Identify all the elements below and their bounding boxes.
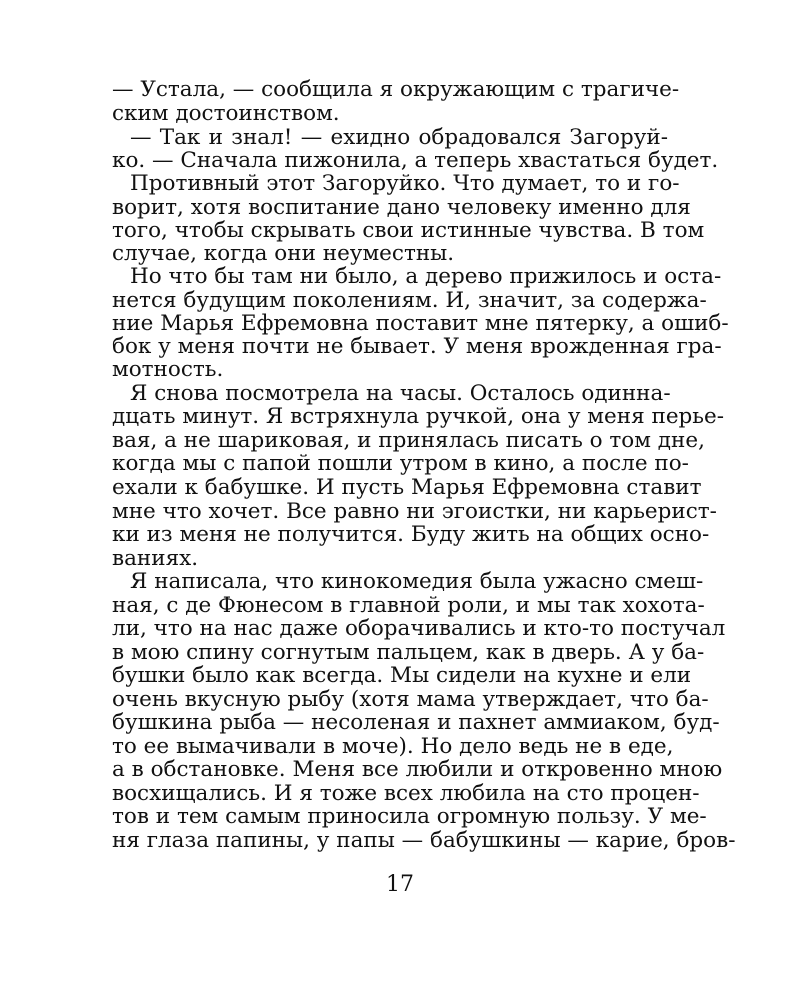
text-line: ским достоинством. bbox=[112, 101, 340, 127]
text-line: вая, а не шариковая, и принялась писать о том дне, bbox=[112, 427, 705, 453]
text-line: Противный этот Загоруйко. Что думает, то и го- bbox=[130, 171, 680, 196]
text-line: ня глаза папины, у папы — бабушкины — карие, бров- bbox=[112, 827, 736, 853]
text-line: ехали к бабушке. И пусть Марья Ефремовна ставит bbox=[112, 474, 702, 500]
text-line: Я написала, что кинокомедия была ужасно смеш- bbox=[130, 569, 704, 595]
text-line: ки из меня не получится. Буду жить на общих осно- bbox=[112, 522, 710, 548]
text-line: ная, с де Фюнесом в главной роли, и мы так хохота- bbox=[112, 592, 705, 618]
text-line: тов и тем самым приносила огромную пользу. У ме- bbox=[112, 804, 707, 830]
text-line: когда мы с папой пошли утром в кино, а после по- bbox=[112, 451, 689, 477]
text-line: восхищались. И я тоже всех любила на сто процен- bbox=[112, 780, 700, 806]
text-line: очень вкусную рыбу (хотя мама утверждает, что ба- bbox=[112, 686, 709, 712]
text-line: ние Марья Ефремовна поставит мне пятерку, а ошиб- bbox=[112, 311, 729, 337]
text-line: бок у меня почти не бывает. У меня врожденная гра- bbox=[112, 333, 722, 359]
text-line: Я снова посмотрела на часы. Осталось одинна- bbox=[130, 380, 671, 406]
page-number: 17 bbox=[386, 872, 414, 897]
text-line: ко. — Сначала пижонила, а теперь хвастаться будет. bbox=[112, 148, 719, 174]
text-line: а в обстановке. Меня все любили и откровенно мною bbox=[112, 757, 723, 783]
text-line: бушкина рыба — несоленая и пахнет аммиаком, буд- bbox=[112, 710, 720, 736]
text-line: в мою спину согнутым пальцем, как в дверь. А у ба- bbox=[112, 639, 705, 665]
text-line: ворит, хотя воспитание дано человеку именно для bbox=[112, 194, 691, 220]
text-line: нется будущим поколениям. И, значит, за содержа- bbox=[112, 287, 707, 313]
text-line: бушки было как всегда. Мы сидели на кухне и ели bbox=[112, 663, 692, 689]
text-line: того, чтобы скрывать свои истинные чувства. В том bbox=[112, 218, 705, 244]
text-line: случае, когда они неуместны. bbox=[112, 240, 455, 266]
text-line: мотность. bbox=[112, 357, 224, 383]
text-line: — Так и знал! — ехидно обрадовался Загоруй- bbox=[130, 124, 668, 150]
text-line: ли, что на нас даже оборачивались и кто-то постучал bbox=[112, 616, 726, 642]
text-line: то ее вымачивали в моче). Но дело ведь не в еде, bbox=[112, 733, 674, 759]
text-line: мне что хочет. Все равно ни эгоистки, ни карьерист- bbox=[112, 498, 717, 524]
text-line: ваниях. bbox=[112, 545, 199, 571]
text-line: Но что бы там ни было, а дерево прижилось и оста- bbox=[130, 264, 722, 290]
text-line: дцать минут. Я встряхнула ручкой, она у меня перье- bbox=[112, 404, 724, 430]
text-line: — Устала, — сообщила я окружающим с трагиче- bbox=[112, 76, 680, 102]
